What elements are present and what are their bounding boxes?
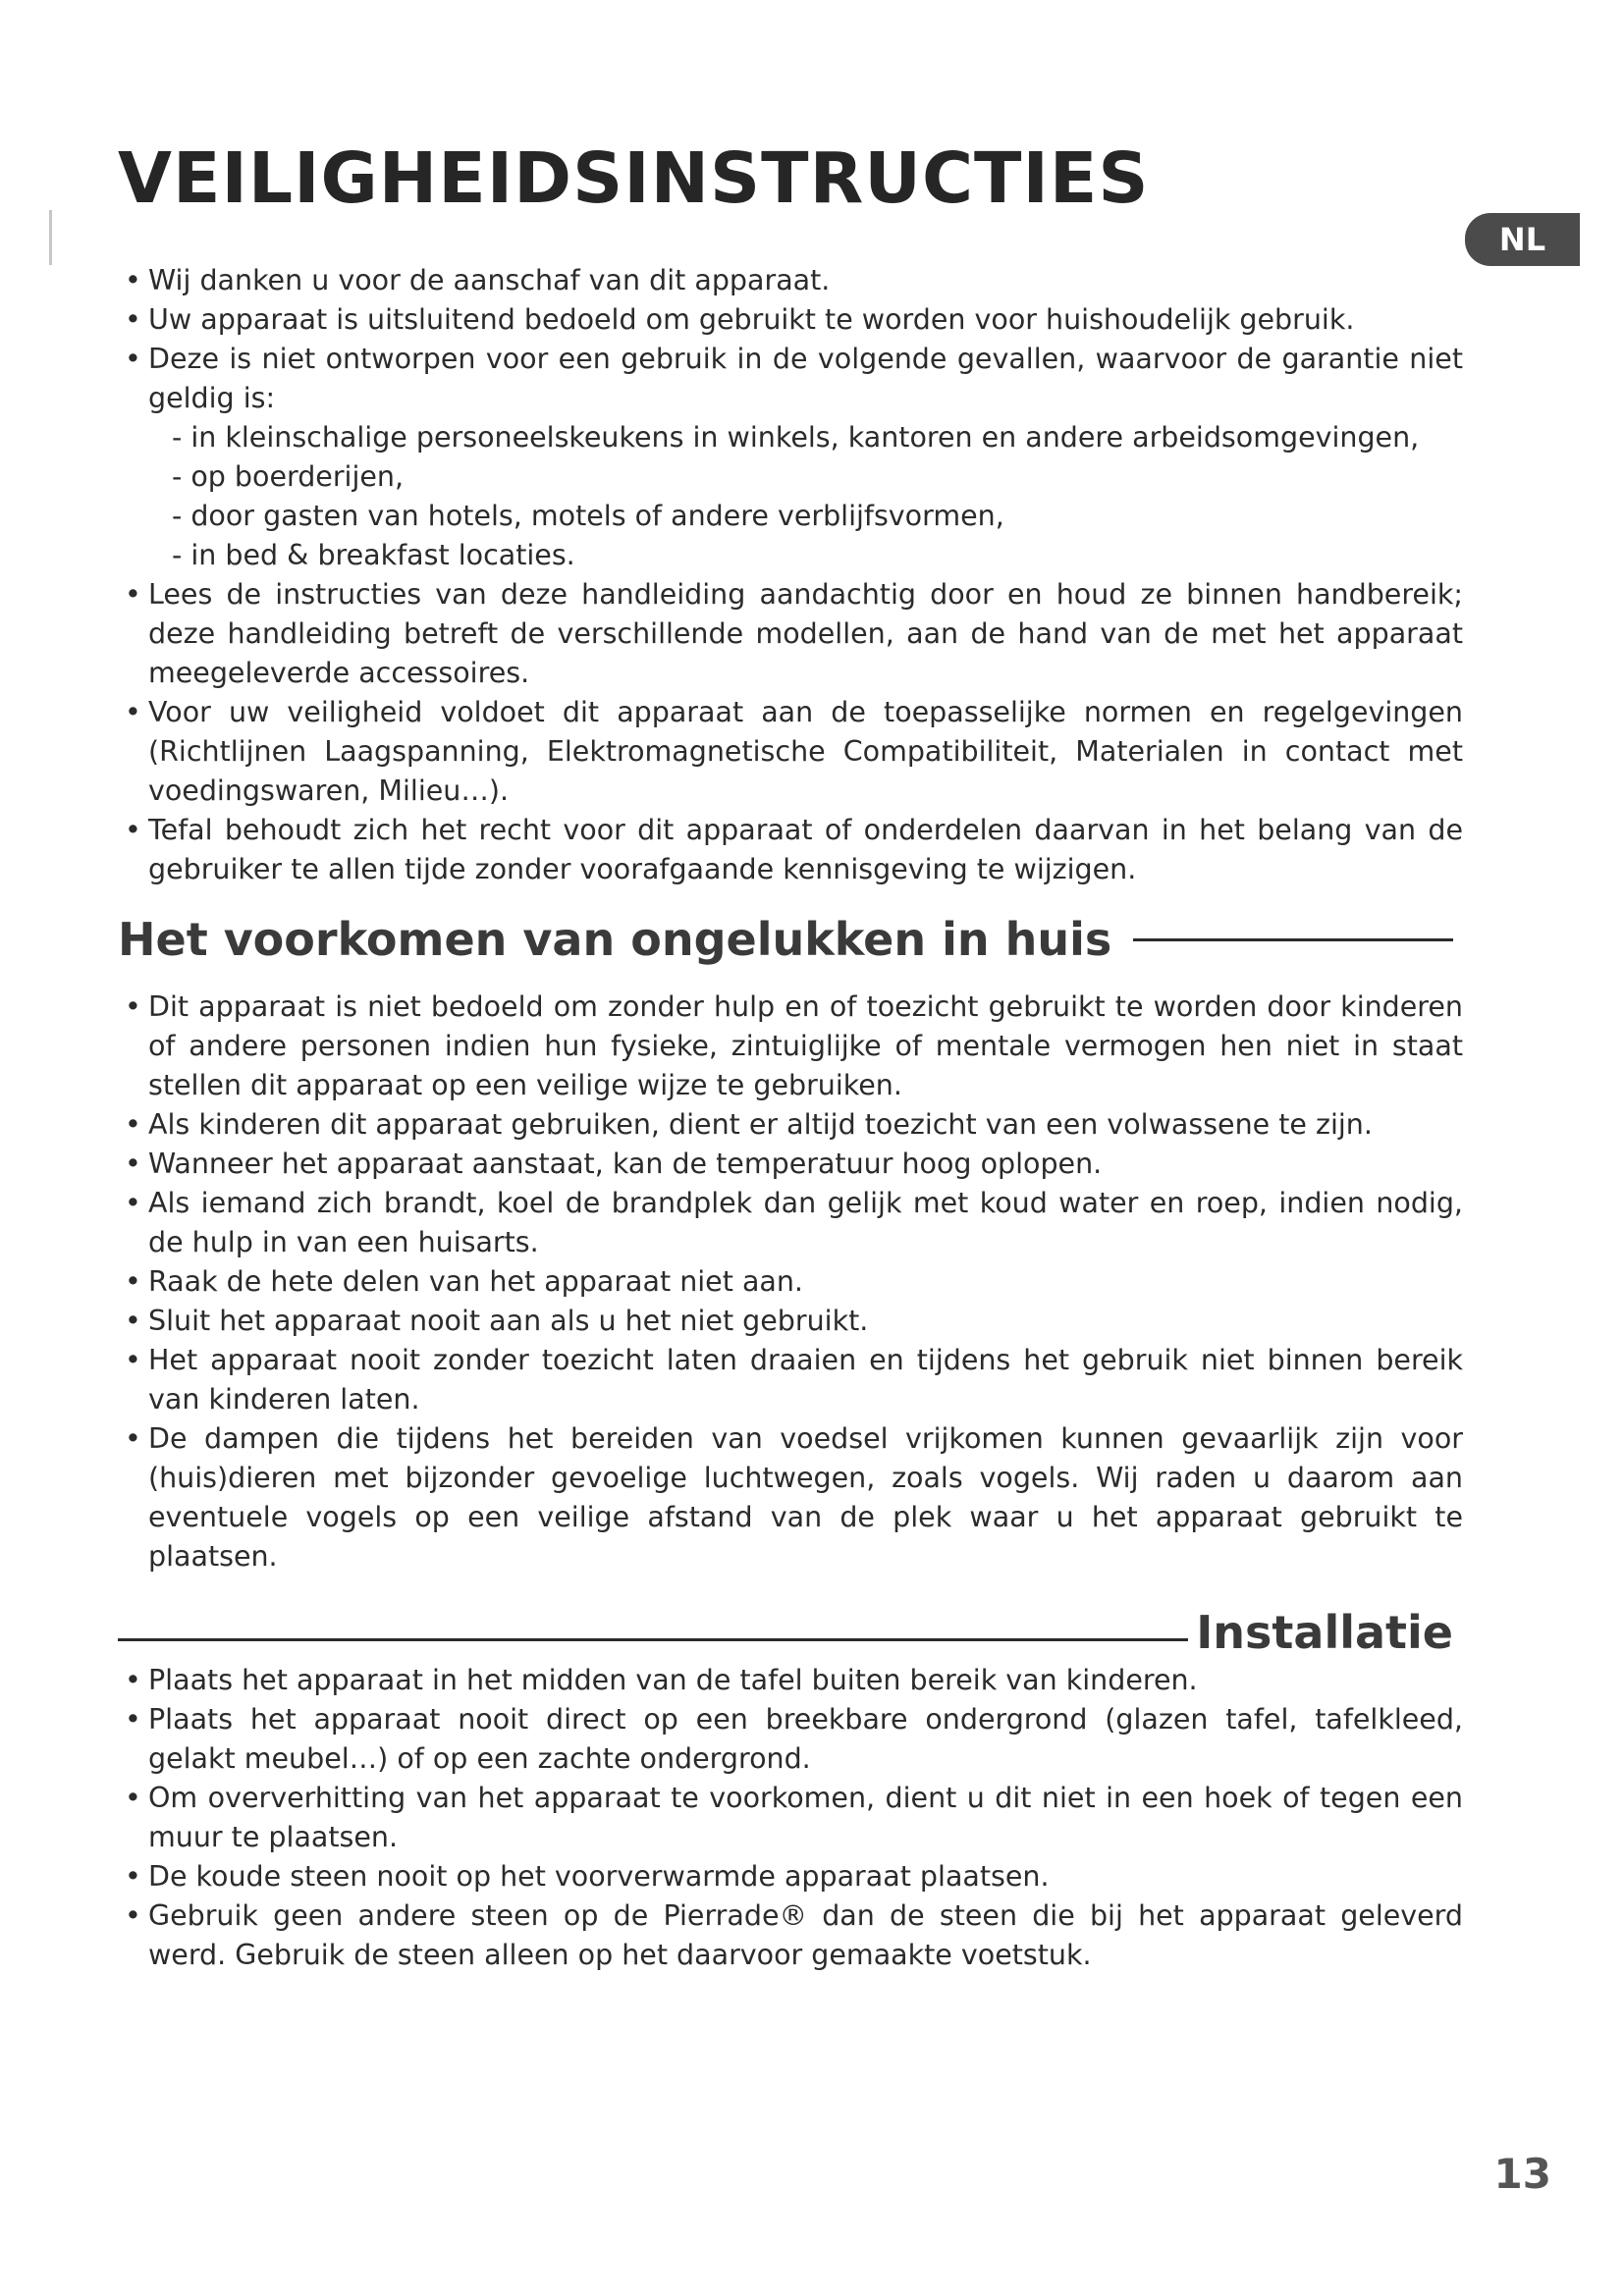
sub-list (148, 418, 1463, 575)
list-item (125, 340, 1463, 575)
list-item: • Raak de hete delen van het apparaat niet aan. (125, 1262, 1463, 1302)
intro-section (125, 261, 1463, 889)
sub-list-item: - in bed & breakfast locaties. (148, 536, 1463, 575)
intro-list (125, 261, 1463, 889)
installation-heading-row (118, 1606, 1453, 1659)
heading-rule (118, 1638, 1188, 1641)
list-item: • Om oververhitting van het apparaat te voorkomen, dient u dit niet in een hoek of tegen een muur te plaatsen. (125, 1779, 1463, 1857)
list-item: • Voor uw veiligheid voldoet dit apparaat aan de toepasselijke normen en regelgevingen (Richtlijnen Laagspanning, Elektromagnetische Compatibiliteit, Materialen in contact met voedingswaren, Milieu…). (125, 693, 1463, 811)
list-item: • Als iemand zich brandt, koel de brandplek dan gelijk met koud water en roep, indien nodig, de hulp in van een huisarts. (125, 1184, 1463, 1262)
list-item: • Plaats het apparaat nooit direct op een breekbare ondergrond (glazen tafel, tafelkleed, gelakt meubel…) of op een zachte ondergrond. (125, 1700, 1463, 1779)
list-item: • Het apparaat nooit zonder toezicht laten draaien en tijdens het gebruik niet binnen bereik van kinderen laten. (125, 1341, 1463, 1419)
list-item: • Lees de instructies van deze handleiding aandachtig door en houd ze binnen handbereik; deze handleiding betreft de verschillende modellen, aan de hand van de met het apparaat meegeleverde accessoires. (125, 575, 1463, 693)
accidents-section (125, 988, 1463, 1576)
installation-heading: Installatie (1196, 1606, 1453, 1659)
list-item: • Gebruik geen andere steen op de Pierrade® dan de steen die bij het apparaat geleverd werd. Gebruik de steen alleen op het daarvoor gemaakte voetstuk. (125, 1896, 1463, 1975)
list-item: • Tefal behoudt zich het recht voor dit apparaat of onderdelen daarvan in het belang van de gebruiker te allen tijde zonder voorafgaande kennisgeving te wijzigen. (125, 811, 1463, 889)
page-number: 13 (1493, 2150, 1551, 2198)
language-badge: NL (1465, 213, 1580, 266)
installation-section (125, 1661, 1463, 1975)
accidents-heading-row (118, 913, 1453, 966)
margin-marker (49, 210, 52, 265)
list-item: • Als kinderen dit apparaat gebruiken, dient er altijd toezicht van een volwassene te zijn. (125, 1105, 1463, 1145)
list-item-text: Deze is niet ontworpen voor een gebruik in de volgende gevallen, waarvoor de garantie niet geldig is: (148, 343, 1463, 414)
sub-list-item: - in kleinschalige personeelskeukens in winkels, kantoren en andere arbeidsomgevingen, (148, 418, 1463, 457)
list-item: • Sluit het apparaat nooit aan als u het niet gebruikt. (125, 1302, 1463, 1341)
heading-rule (1133, 938, 1453, 941)
list-item: • Uw apparaat is uitsluitend bedoeld om gebruikt te worden voor huishoudelijk gebruik. (125, 300, 1463, 340)
list-item: • De koude steen nooit op het voorverwarmde apparaat plaatsen. (125, 1857, 1463, 1896)
list-item: • Plaats het apparaat in het midden van de tafel buiten bereik van kinderen. (125, 1661, 1463, 1700)
page-title: VEILIGHEIDSINSTRUCTIES (118, 137, 1150, 219)
list-item: • De dampen die tijdens het bereiden van voedsel vrijkomen kunnen gevaarlijk zijn voor (huis)dieren met bijzonder gevoelige luchtwegen, zoals vogels. Wij raden u daarom aan eventuele vogels op een veilige afstand van de plek waar u het apparaat gebruikt te plaatsen. (125, 1419, 1463, 1576)
installation-list (125, 1661, 1463, 1975)
sub-list-item: - door gasten van hotels, motels of andere verblijfsvormen, (148, 497, 1463, 536)
accidents-list (125, 988, 1463, 1576)
sub-list-item: - op boerderijen, (148, 457, 1463, 497)
accidents-heading: Het voorkomen van ongelukken in huis (118, 913, 1112, 966)
list-item: • Wij danken u voor de aanschaf van dit apparaat. (125, 261, 1463, 300)
list-item: • Dit apparaat is niet bedoeld om zonder hulp en of toezicht gebruikt te worden door kinderen of andere personen indien hun fysieke, zintuiglijke of mentale vermogen hen niet in staat stellen dit apparaat op een veilige wijze te gebruiken. (125, 988, 1463, 1105)
list-item: • Wanneer het apparaat aanstaat, kan de temperatuur hoog oplopen. (125, 1145, 1463, 1184)
